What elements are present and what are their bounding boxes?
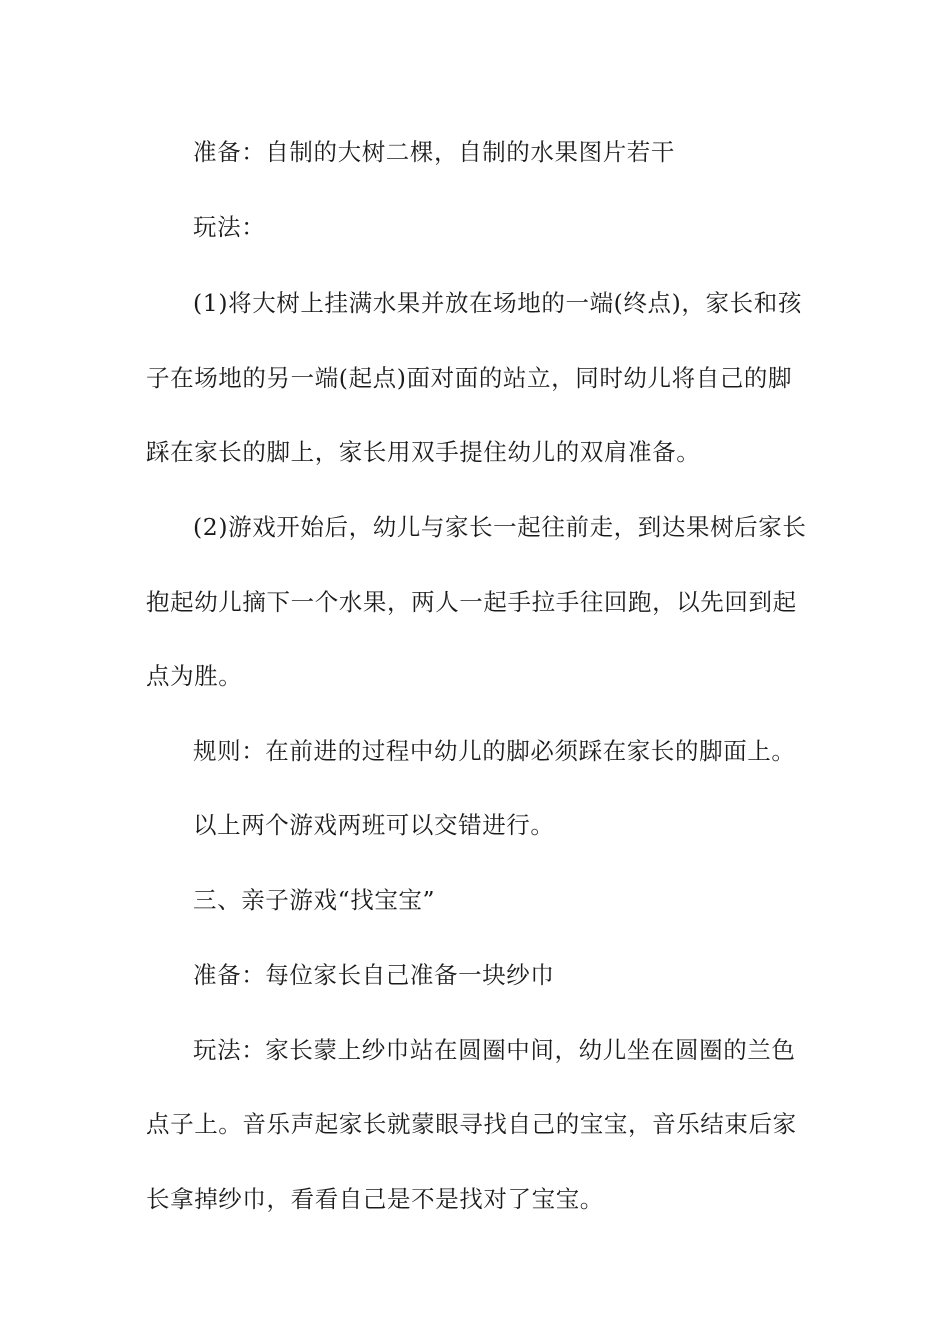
text-line-step-2b: 抱起幼儿摘下一个水果，两人一起手拉手往回跑，以先回到起 <box>146 588 797 616</box>
text-line-note: 以上两个游戏两班可以交错进行。 <box>193 811 555 839</box>
text-line-step-1c: 踩在家长的脚上，家长用双手提住幼儿的双肩准备。 <box>146 438 701 466</box>
text-line-step-1b: 子在场地的另一端(起点)面对面的站立，同时幼儿将自己的脚 <box>146 364 793 392</box>
text-line-step-2a: (2)游戏开始后，幼儿与家长一起往前走，到达果树后家长 <box>193 513 807 541</box>
text-line-rule: 规则：在前进的过程中幼儿的脚必须踩在家长的脚面上。 <box>193 737 796 765</box>
text-line-step-2c: 点为胜。 <box>146 662 243 690</box>
text-line-prep-2: 准备：每位家长自己准备一块纱巾 <box>193 961 555 989</box>
text-line-step-1a: (1)将大树上挂满水果并放在场地的一端(终点)，家长和孩 <box>193 289 802 317</box>
text-line-method-2a: 玩法：家长蒙上纱巾站在圆圈中间，幼儿坐在圆圈的兰色 <box>193 1036 796 1064</box>
text-line-method-heading-1: 玩法： <box>193 213 266 241</box>
text-line-prep-1: 准备：自制的大树二棵，自制的水果图片若干 <box>193 138 675 166</box>
section-heading: 三、亲子游戏“找宝宝” <box>193 886 436 914</box>
text-line-method-2c: 长拿掉纱巾，看看自己是不是找对了宝宝。 <box>146 1185 604 1213</box>
text-line-method-2b: 点子上。音乐声起家长就蒙眼寻找自己的宝宝，音乐结束后家 <box>146 1110 797 1138</box>
